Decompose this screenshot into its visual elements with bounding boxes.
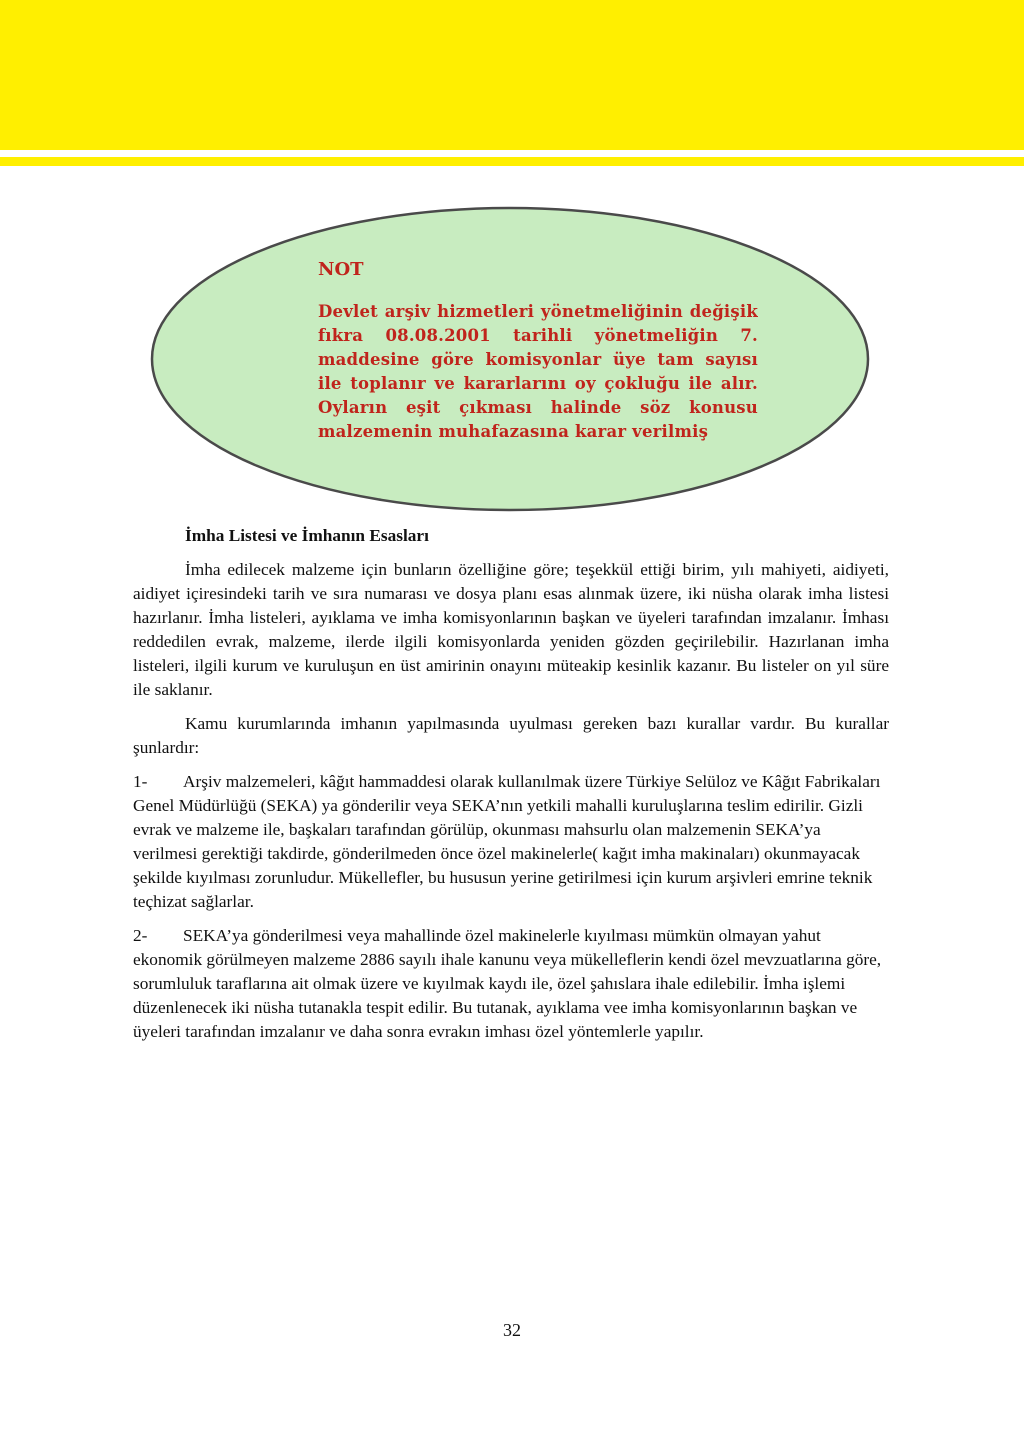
header-band [0, 0, 1024, 150]
note-body: Devlet arşiv hizmetleri yönetmeliğinin değişik fıkra 08.08.2001 tarihli yönetmeliğin 7. maddesine göre komisyonlar üye tam sayısı ile toplanır ve kararlarını oy çokluğu ile alır. Oyların eşit çıkması halinde söz konusu malzemenin muhafazasına karar verilmiş [318, 302, 758, 441]
list-item-1 [133, 770, 889, 914]
list-item-number: 1- [133, 772, 148, 791]
page-number: 32 [503, 1320, 521, 1340]
note-title: NOT [318, 259, 364, 280]
list-item-text: SEKA’ya gönderilmesi veya mahallinde özel makinelerle kıyılması mümkün olmayan yahut ekonomik görülmeyen malzeme 2886 sayılı ihale kanunu veya mükelleflerin kendi özel mevzuatlarına göre, sorumluluk taraflarına ait olmak üzere ve kıyılmak kaydı ile, özel şahıslara ihale edilebilir. İmha işlemi düzenlenecek iki nüsha tutanakla tespit edilir. Bu tutanak, ayıklama vee imha komisyonlarının başkan ve üyeleri tarafından imzalanır ve daha sonra evrakın imhası özel yöntemlerle yapılır. [133, 926, 882, 1041]
header-stripe [0, 157, 1024, 166]
section-heading: İmha Listesi ve İmhanın Esasları [185, 526, 429, 545]
list-item-2 [133, 924, 889, 1044]
document-content [133, 524, 889, 1054]
list-item-text: Arşiv malzemeleri, kâğıt hammaddesi olarak kullanılmak üzere Türkiye Selüloz ve Kâğıt Fabrikaları Genel Müdürlüğü (SEKA) ya gönderilir veya SEKA’nın yetkili mahalli kuruluşlarına teslim edirilir. Gizli evrak ve malzeme ile, başkaları tarafından görülüp, okunması mahsurlu olan malzemenin SEKA’ya verilmesi gerektiği takdirde, gönderilmeden önce özel makinelerle( kağıt imha makinaları) okunmayacak şekilde kıyılması zorunludur. Mükellefler, bu hususun yerine getirilmesi için kurum arşivleri emrine teknik teçhizat sağlarlar. [133, 772, 881, 911]
paragraph-2: Kamu kurumlarında imhanın yapılmasında uyulması gereken bazı kurallar vardır. Bu kurallar şunlardır: [133, 714, 889, 757]
paragraph-1: İmha edilecek malzeme için bunların özelliğine göre; teşekkül ettiği birim, yılı mahiyeti, aidiyeti, aidiyet içiresindeki tarih ve sıra numarası ve dosya planı esas alınmak üzere, iki nüsha olarak imha listesi hazırlanır. İmha listeleri, ayıklama ve imha komisyonlarının başkan ve üyeleri tarafından imzalanır. İmhası reddedilen evrak, malzeme, ilerde ilgili komisyonlarda yeniden gözden geçirilebilir. Hazırlanan imha listeleri, ilgili kurum ve kuruluşun en üst amirinin onayını müteakip kesinlik kazanır. Bu listeler on yıl süre ile saklanır. [133, 560, 889, 699]
note-text-block [318, 258, 758, 468]
list-item-number: 2- [133, 926, 148, 945]
